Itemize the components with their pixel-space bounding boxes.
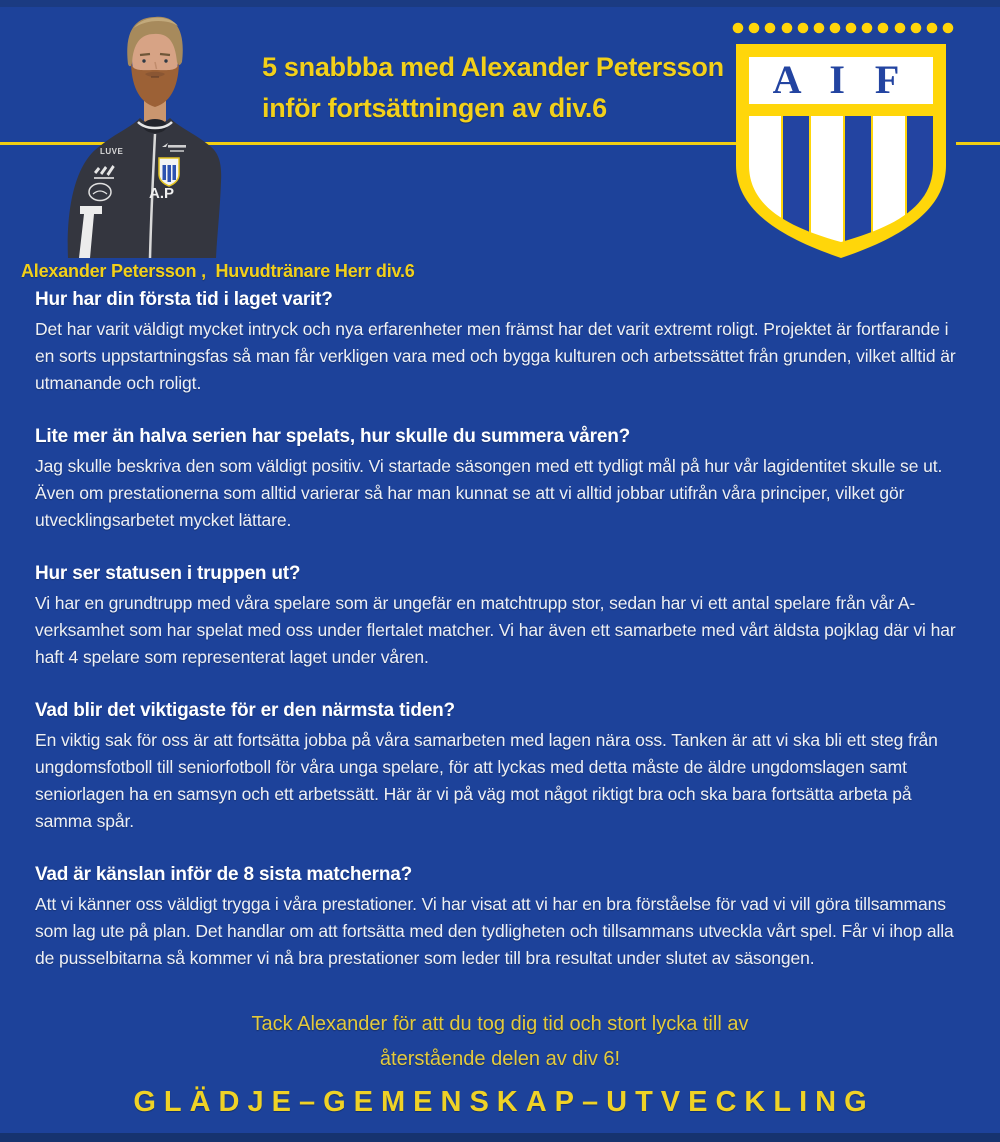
qa-section bbox=[35, 864, 967, 972]
bottom-edge-bar bbox=[0, 1133, 1000, 1142]
answer: Vi har en grundtrupp med våra spelare som är ungefär en matchtrupp stor, sedan har vi ett antal spelare från vår A-verksamhet som har spelat med oss under flertalet matcher. Vi har även ett samarbete med vårt äldsta pojklag där vi har haft 4 spelare som representerat laget under våren. bbox=[35, 593, 956, 667]
interview-body bbox=[35, 289, 967, 1001]
closing-line1: Tack Alexander för att du tog dig tid och stort lycka till av bbox=[251, 1013, 749, 1035]
qa-section bbox=[35, 426, 967, 534]
page-title bbox=[262, 47, 724, 129]
jacket-sponsor-left-text: LUVE bbox=[100, 147, 124, 156]
qa-section bbox=[35, 563, 967, 671]
answer: En viktig sak för oss är att fortsätta jobba på våra samarbeten med lagen nära oss. Tanken är att vi ska bli ett steg från ungdomsfotboll till seniorfotboll för våra unga spelare, för att lyckas med detta måste de äldre ungdomslagen samt seniorlagen ha en samsyn och ett arbetssätt. Här är vi på väg mot något riktigt bra och ska bara fortsätta arbeta på samma spår. bbox=[35, 730, 938, 831]
question: Hur ser statusen i truppen ut? bbox=[35, 563, 301, 584]
answer: Det har varit väldigt mycket intryck och nya erfarenheter men främst har det varit extremt roligt. Projektet är fortfarande i en sorts uppstartningsfas så man får verkligen vara med och bygga kulturen och arbetssättet från grunden, vilket alltid är utmanande och roligt. bbox=[35, 319, 956, 393]
answer: Att vi känner oss väldigt trygga i våra prestationer. Vi har visat att vi har en bra förståelse för vad vi vill göra tillsammans som lag ute på plan. Det handlar om att fortsätta med den tydligheten och tillsammans utveckla vårt spel. Får vi ihop alla de pusselbitarna så kommer vi nå bra prestationer som leder till bra resultat under slutet av säsongen. bbox=[35, 894, 954, 968]
title-line1: 5 snabbba med Alexander Petersson bbox=[262, 52, 724, 82]
question: Lite mer än halva serien har spelats, hur skulle du summera våren? bbox=[35, 426, 631, 447]
crest-letters: A I F bbox=[772, 57, 910, 102]
title-line2: inför fortsättningen av div.6 bbox=[262, 93, 607, 123]
closing-line2: återstående delen av div 6! bbox=[379, 1048, 621, 1070]
question: Vad är känslan inför de 8 sista matcherna? bbox=[35, 864, 413, 885]
club-crest bbox=[722, 20, 960, 260]
yellow-divider-line-right bbox=[956, 142, 1000, 145]
answer: Jag skulle beskriva den som väldigt positiv. Vi startade säsongen med ett tydligt mål på hur vår lagidentitet skulle se ut. Även om prestationerna som alltid varierar så har man kunnat se att vi alltid jobbar utifrån våra principer, vilket gör utvecklingsarbetet mycket lättare. bbox=[35, 456, 943, 530]
eye-right bbox=[164, 59, 167, 62]
coach-photo bbox=[56, 6, 224, 258]
qa-section bbox=[35, 700, 967, 835]
club-slogan: GLÄDJE–GEMENSKAP–UTVECKLING bbox=[133, 1086, 875, 1118]
eye-left bbox=[142, 59, 145, 62]
photo-caption: Alexander Petersson , Huvudtränare Herr div.6 bbox=[21, 261, 415, 281]
eyebrow-left bbox=[140, 54, 150, 55]
question: Hur har din första tid i laget varit? bbox=[35, 289, 333, 310]
jacket-initials: A.P bbox=[149, 185, 175, 202]
crest-dots bbox=[733, 23, 954, 34]
closing-message bbox=[0, 1007, 1000, 1077]
eyebrow-right bbox=[160, 54, 170, 55]
question: Vad blir det viktigaste för er den närmsta tiden? bbox=[35, 700, 455, 721]
qa-section bbox=[35, 289, 967, 397]
jacket-crest-patch-icon bbox=[159, 158, 179, 186]
